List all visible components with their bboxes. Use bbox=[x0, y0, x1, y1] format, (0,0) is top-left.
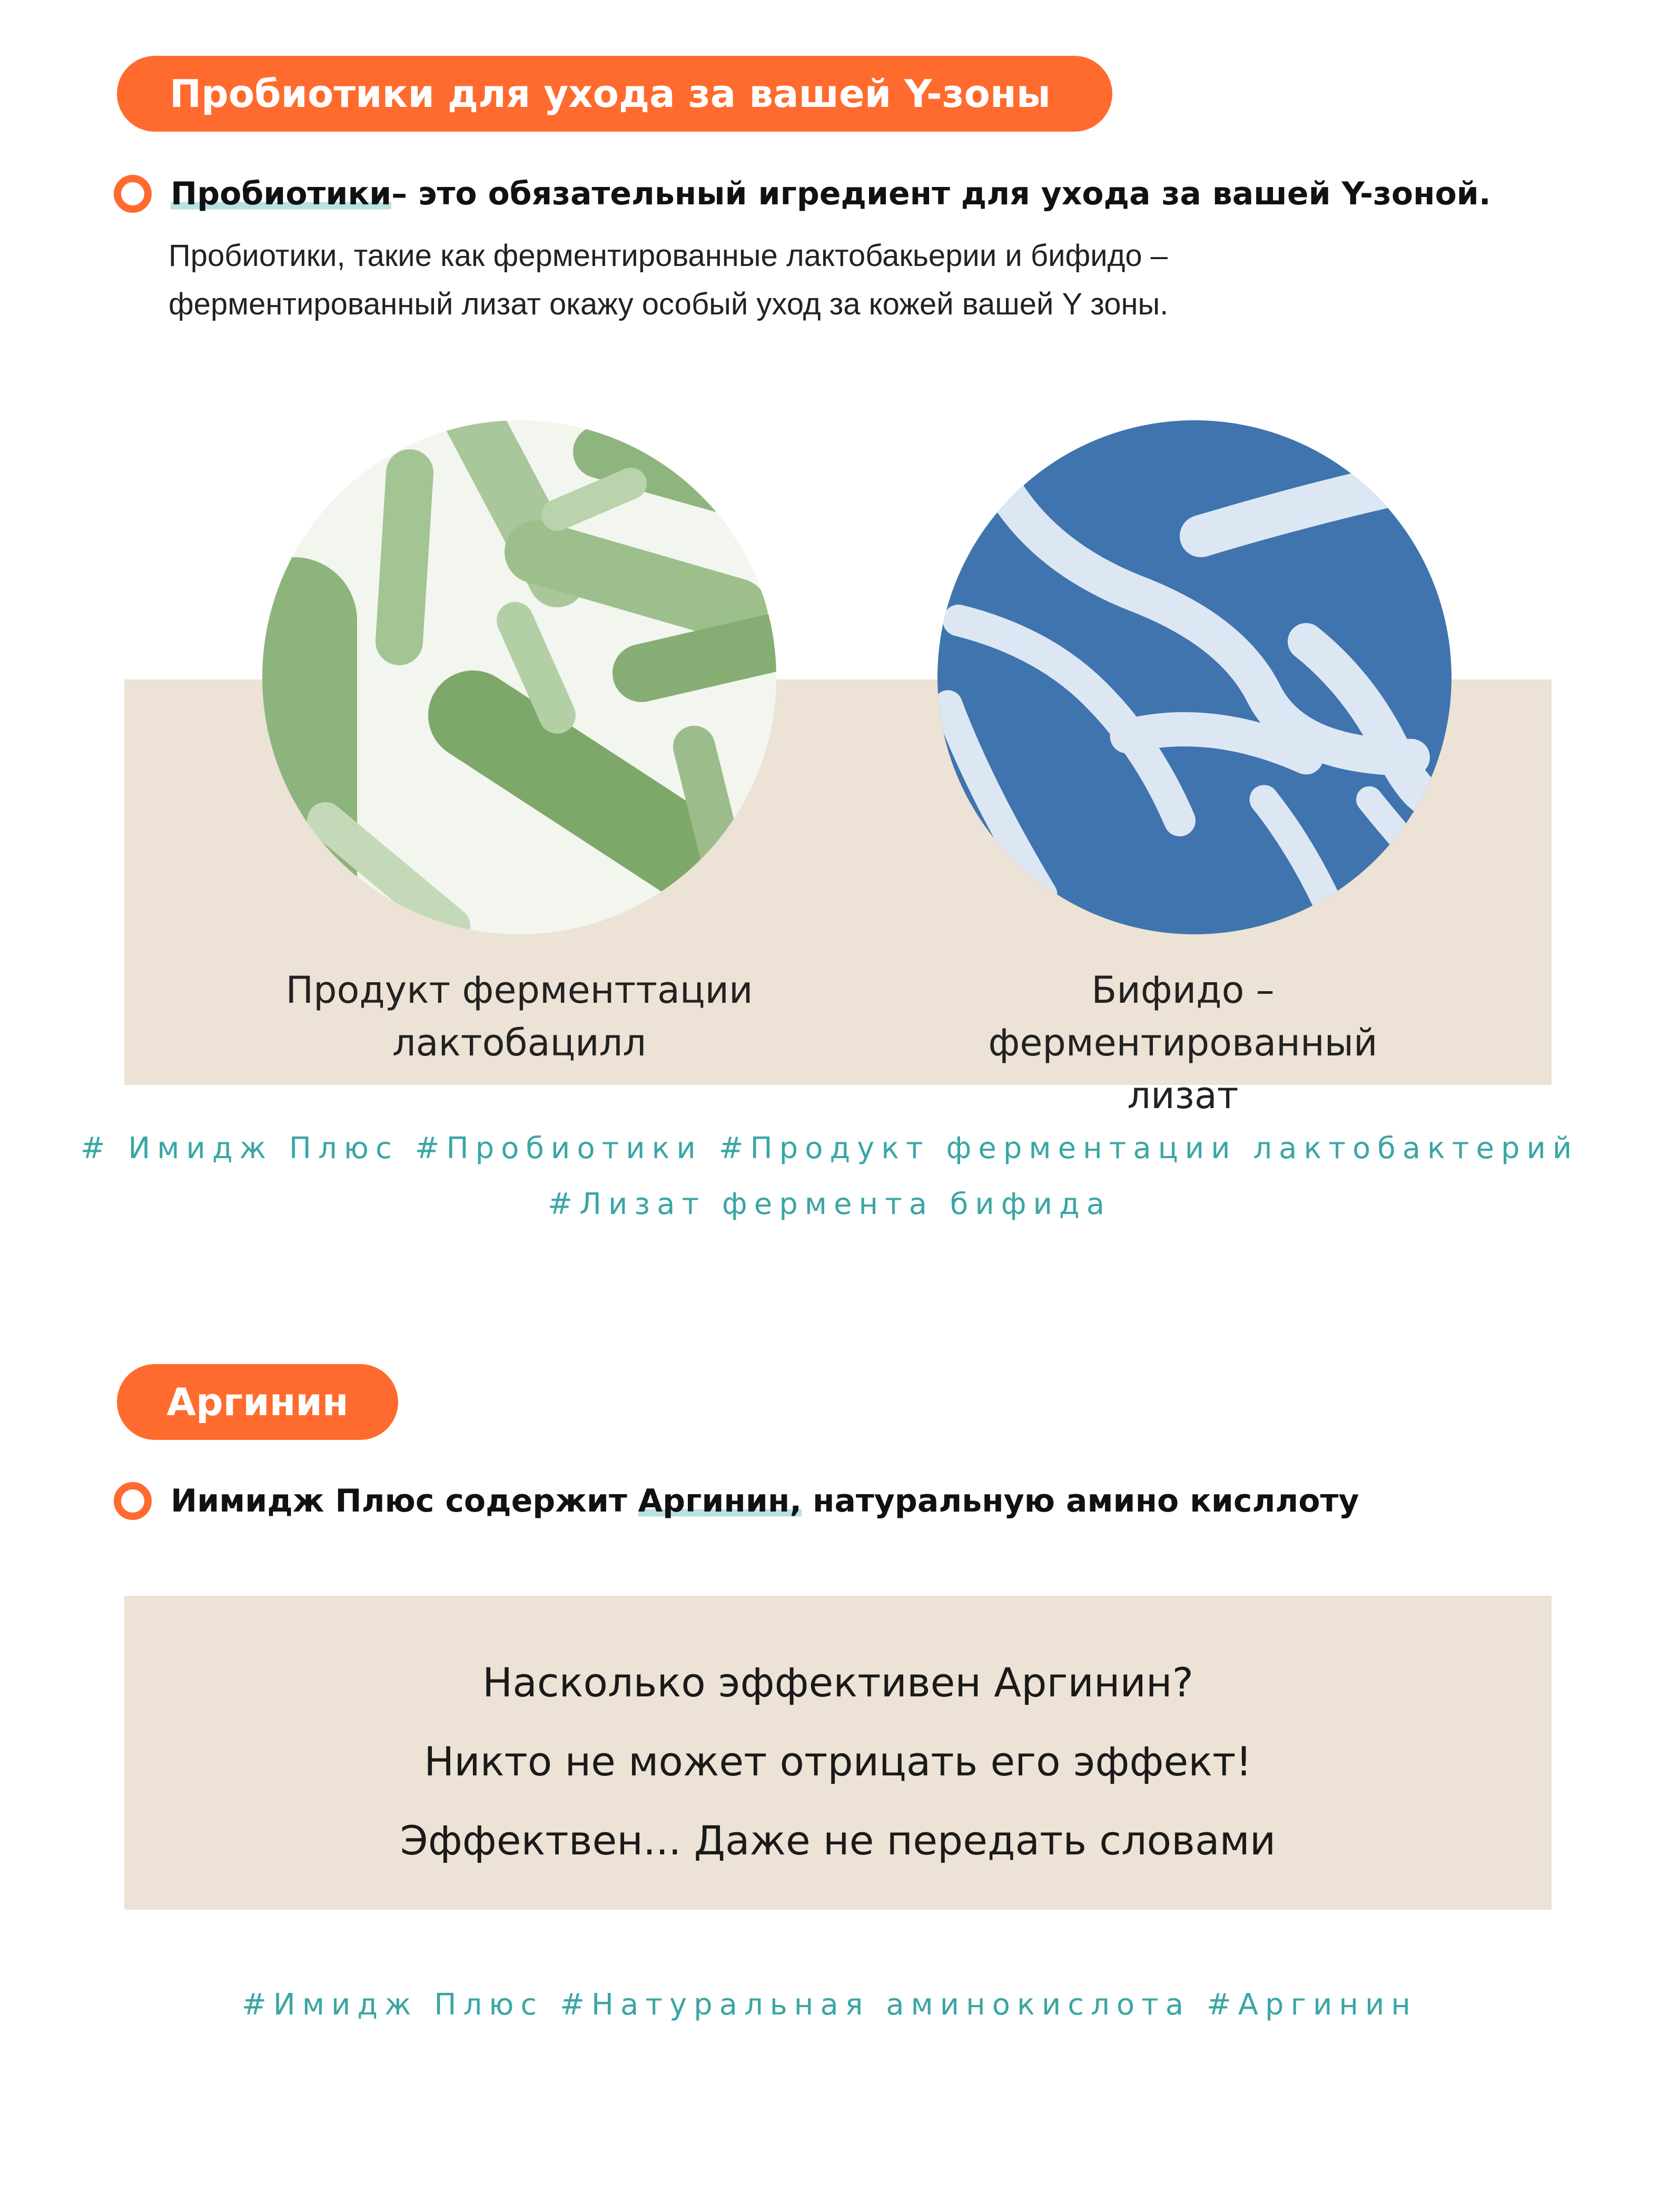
hashtags bbox=[0, 1121, 1659, 1232]
caption-line: лактобацилл bbox=[392, 1021, 647, 1064]
description-line: ферментированный лизат окажу особый уход за кожей вашей Y зоны. bbox=[169, 287, 1169, 321]
probiotics-bullet bbox=[114, 175, 1491, 213]
probiotics-description bbox=[169, 232, 1168, 329]
highlighted-term: Аргинин, bbox=[638, 1483, 802, 1519]
quote-line: Никто не может отрицать его эффект! bbox=[424, 1738, 1252, 1785]
section-title-text: Пробиотики для ухода за вашей Y-зоны bbox=[170, 72, 1051, 116]
bullet-text: натуральную амино кисллоту bbox=[802, 1483, 1359, 1519]
ring-bullet-icon bbox=[114, 1482, 152, 1520]
hashtag-line: #Имидж Плюс #Натуральная аминокислота #Аргинин bbox=[241, 1988, 1418, 2022]
description-line: Пробиотики, такие как ферментированные лактобакьерии и бифидо – bbox=[169, 239, 1168, 273]
arginine-bullet bbox=[114, 1482, 1359, 1520]
highlighted-term: Пробиотики bbox=[171, 175, 392, 212]
caption-line: Бифидо – ферментированный bbox=[988, 969, 1378, 1064]
section-title-text: Аргинин bbox=[166, 1380, 349, 1424]
caption-line: лизат bbox=[1127, 1074, 1239, 1117]
hashtag-line: #Лизат фермента бифида bbox=[547, 1187, 1112, 1221]
bullet-text: Иимидж Плюс содержит bbox=[171, 1483, 638, 1519]
image-caption bbox=[893, 964, 1473, 1122]
bifido-bacteria-photo bbox=[937, 420, 1451, 934]
lactobacilli-photo bbox=[262, 420, 776, 934]
section-title-probiotics bbox=[117, 56, 1112, 132]
lactobacilli-illustration-icon bbox=[262, 420, 776, 934]
hashtag-line: # Имидж Плюс #Пробиотики #Продукт ферментации лактобактерий bbox=[80, 1131, 1579, 1166]
quote-text bbox=[124, 1643, 1552, 1880]
quote-line: Эффектвен... Даже не передать словами bbox=[400, 1817, 1276, 1864]
bifido-bacteria-illustration-icon bbox=[937, 420, 1451, 934]
image-caption bbox=[230, 964, 809, 1069]
bullet-text: – это обязательный игредиент для ухода за вашей Y-зоной. bbox=[391, 175, 1491, 212]
ring-bullet-icon bbox=[114, 175, 152, 213]
quote-line: Насколько эффективен Аргинин? bbox=[482, 1659, 1193, 1706]
caption-line: Продукт ферменттации bbox=[285, 969, 753, 1012]
section-title-arginine bbox=[117, 1364, 398, 1440]
hashtags bbox=[0, 1977, 1659, 2033]
